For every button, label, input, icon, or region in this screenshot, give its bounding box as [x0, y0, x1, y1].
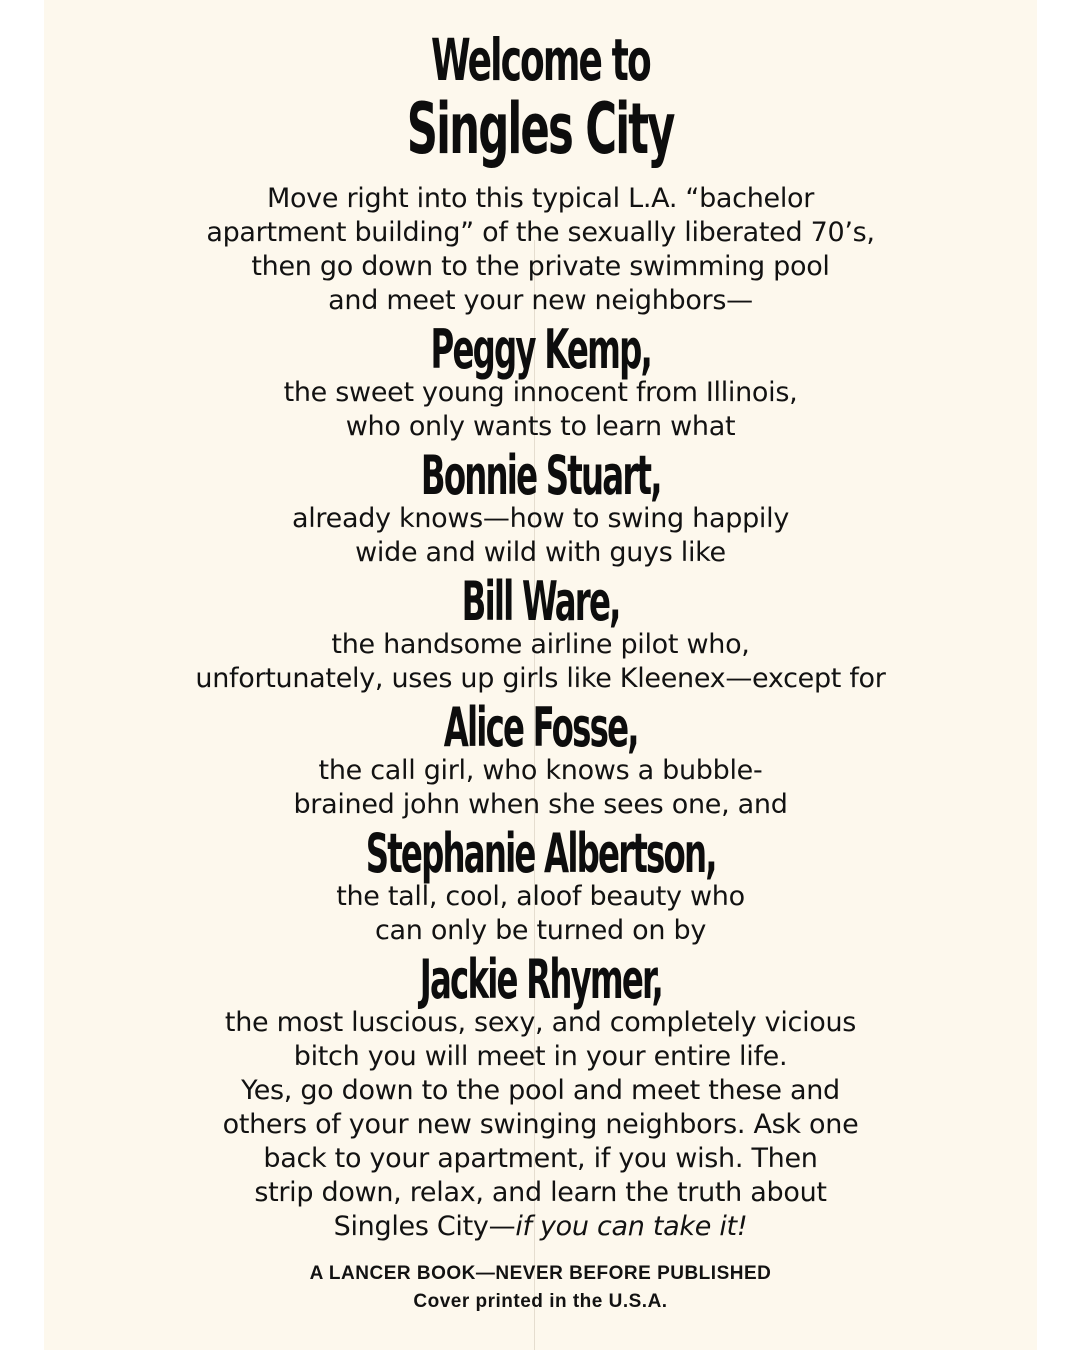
character-block [44, 572, 1037, 632]
closing-last-plain: Singles City— [333, 1211, 516, 1242]
character-name: Stephanie Albertson, [365, 822, 716, 885]
character-line: the tall, cool, aloof beauty who [336, 881, 745, 912]
headline-line-1: Welcome to [431, 26, 650, 94]
character-name: Bill Ware, [461, 570, 620, 633]
closing-line: strip down, relax, and learn the truth about [254, 1177, 827, 1208]
book-back-cover [44, 0, 1037, 1350]
character-block [44, 824, 1037, 884]
headline-block [44, 28, 1037, 92]
character-line: the handsome airline pilot who, [331, 629, 750, 660]
character-line: can only be turned on by [374, 915, 706, 946]
closing-last-italic: if you can take it! [515, 1211, 748, 1242]
character-line: unfortunately, uses up girls like Kleenex—except for [195, 663, 886, 694]
character-block [44, 320, 1037, 380]
character-line: who only wants to learn what [345, 411, 736, 442]
character-block [44, 446, 1037, 506]
character-block [44, 698, 1037, 758]
character-line: wide and wild with guys like [355, 537, 726, 568]
intro-line: and meet your new neighbors— [328, 285, 753, 316]
character-line: the most luscious, sexy, and completely vicious [224, 1007, 857, 1038]
character-name: Alice Fosse, [443, 696, 638, 759]
intro-line: then go down to the private swimming pool [251, 251, 830, 282]
character-block [44, 950, 1037, 1010]
closing-line: back to your apartment, if you wish. Then [263, 1143, 818, 1174]
character-name: Jackie Rhymer, [419, 948, 662, 1011]
intro-line: apartment building” of the sexually liberated 70’s, [206, 217, 875, 248]
character-line: the sweet young innocent from Illinois, [283, 377, 798, 408]
publisher-line: A LANCER BOOK—NEVER BEFORE PUBLISHED [309, 1263, 772, 1284]
character-line: the call girl, who knows a bubble- [318, 755, 763, 786]
intro-line: Move right into this typical L.A. “bachelor [266, 183, 815, 214]
print-origin-line: Cover printed in the U.S.A. [413, 1291, 668, 1312]
closing-line: Yes, go down to the pool and meet these and [241, 1075, 840, 1106]
publisher-footer [44, 1260, 1037, 1316]
cover-text [44, 28, 1037, 1316]
character-name: Peggy Kemp, [430, 318, 651, 381]
character-line: bitch you will meet in your entire life. [293, 1041, 788, 1072]
headline-title: Singles City [407, 88, 674, 170]
character-line: already knows—how to swing happily [291, 503, 789, 534]
closing-paragraph [44, 1074, 1037, 1244]
intro-paragraph [44, 182, 1037, 318]
character-line: brained john when she sees one, and [293, 789, 788, 820]
character-name: Bonnie Stuart, [420, 444, 661, 507]
closing-line: others of your new swinging neighbors. Ask one [222, 1109, 859, 1140]
headline-block-2 [44, 90, 1037, 168]
closing-last-line [44, 1210, 1037, 1244]
